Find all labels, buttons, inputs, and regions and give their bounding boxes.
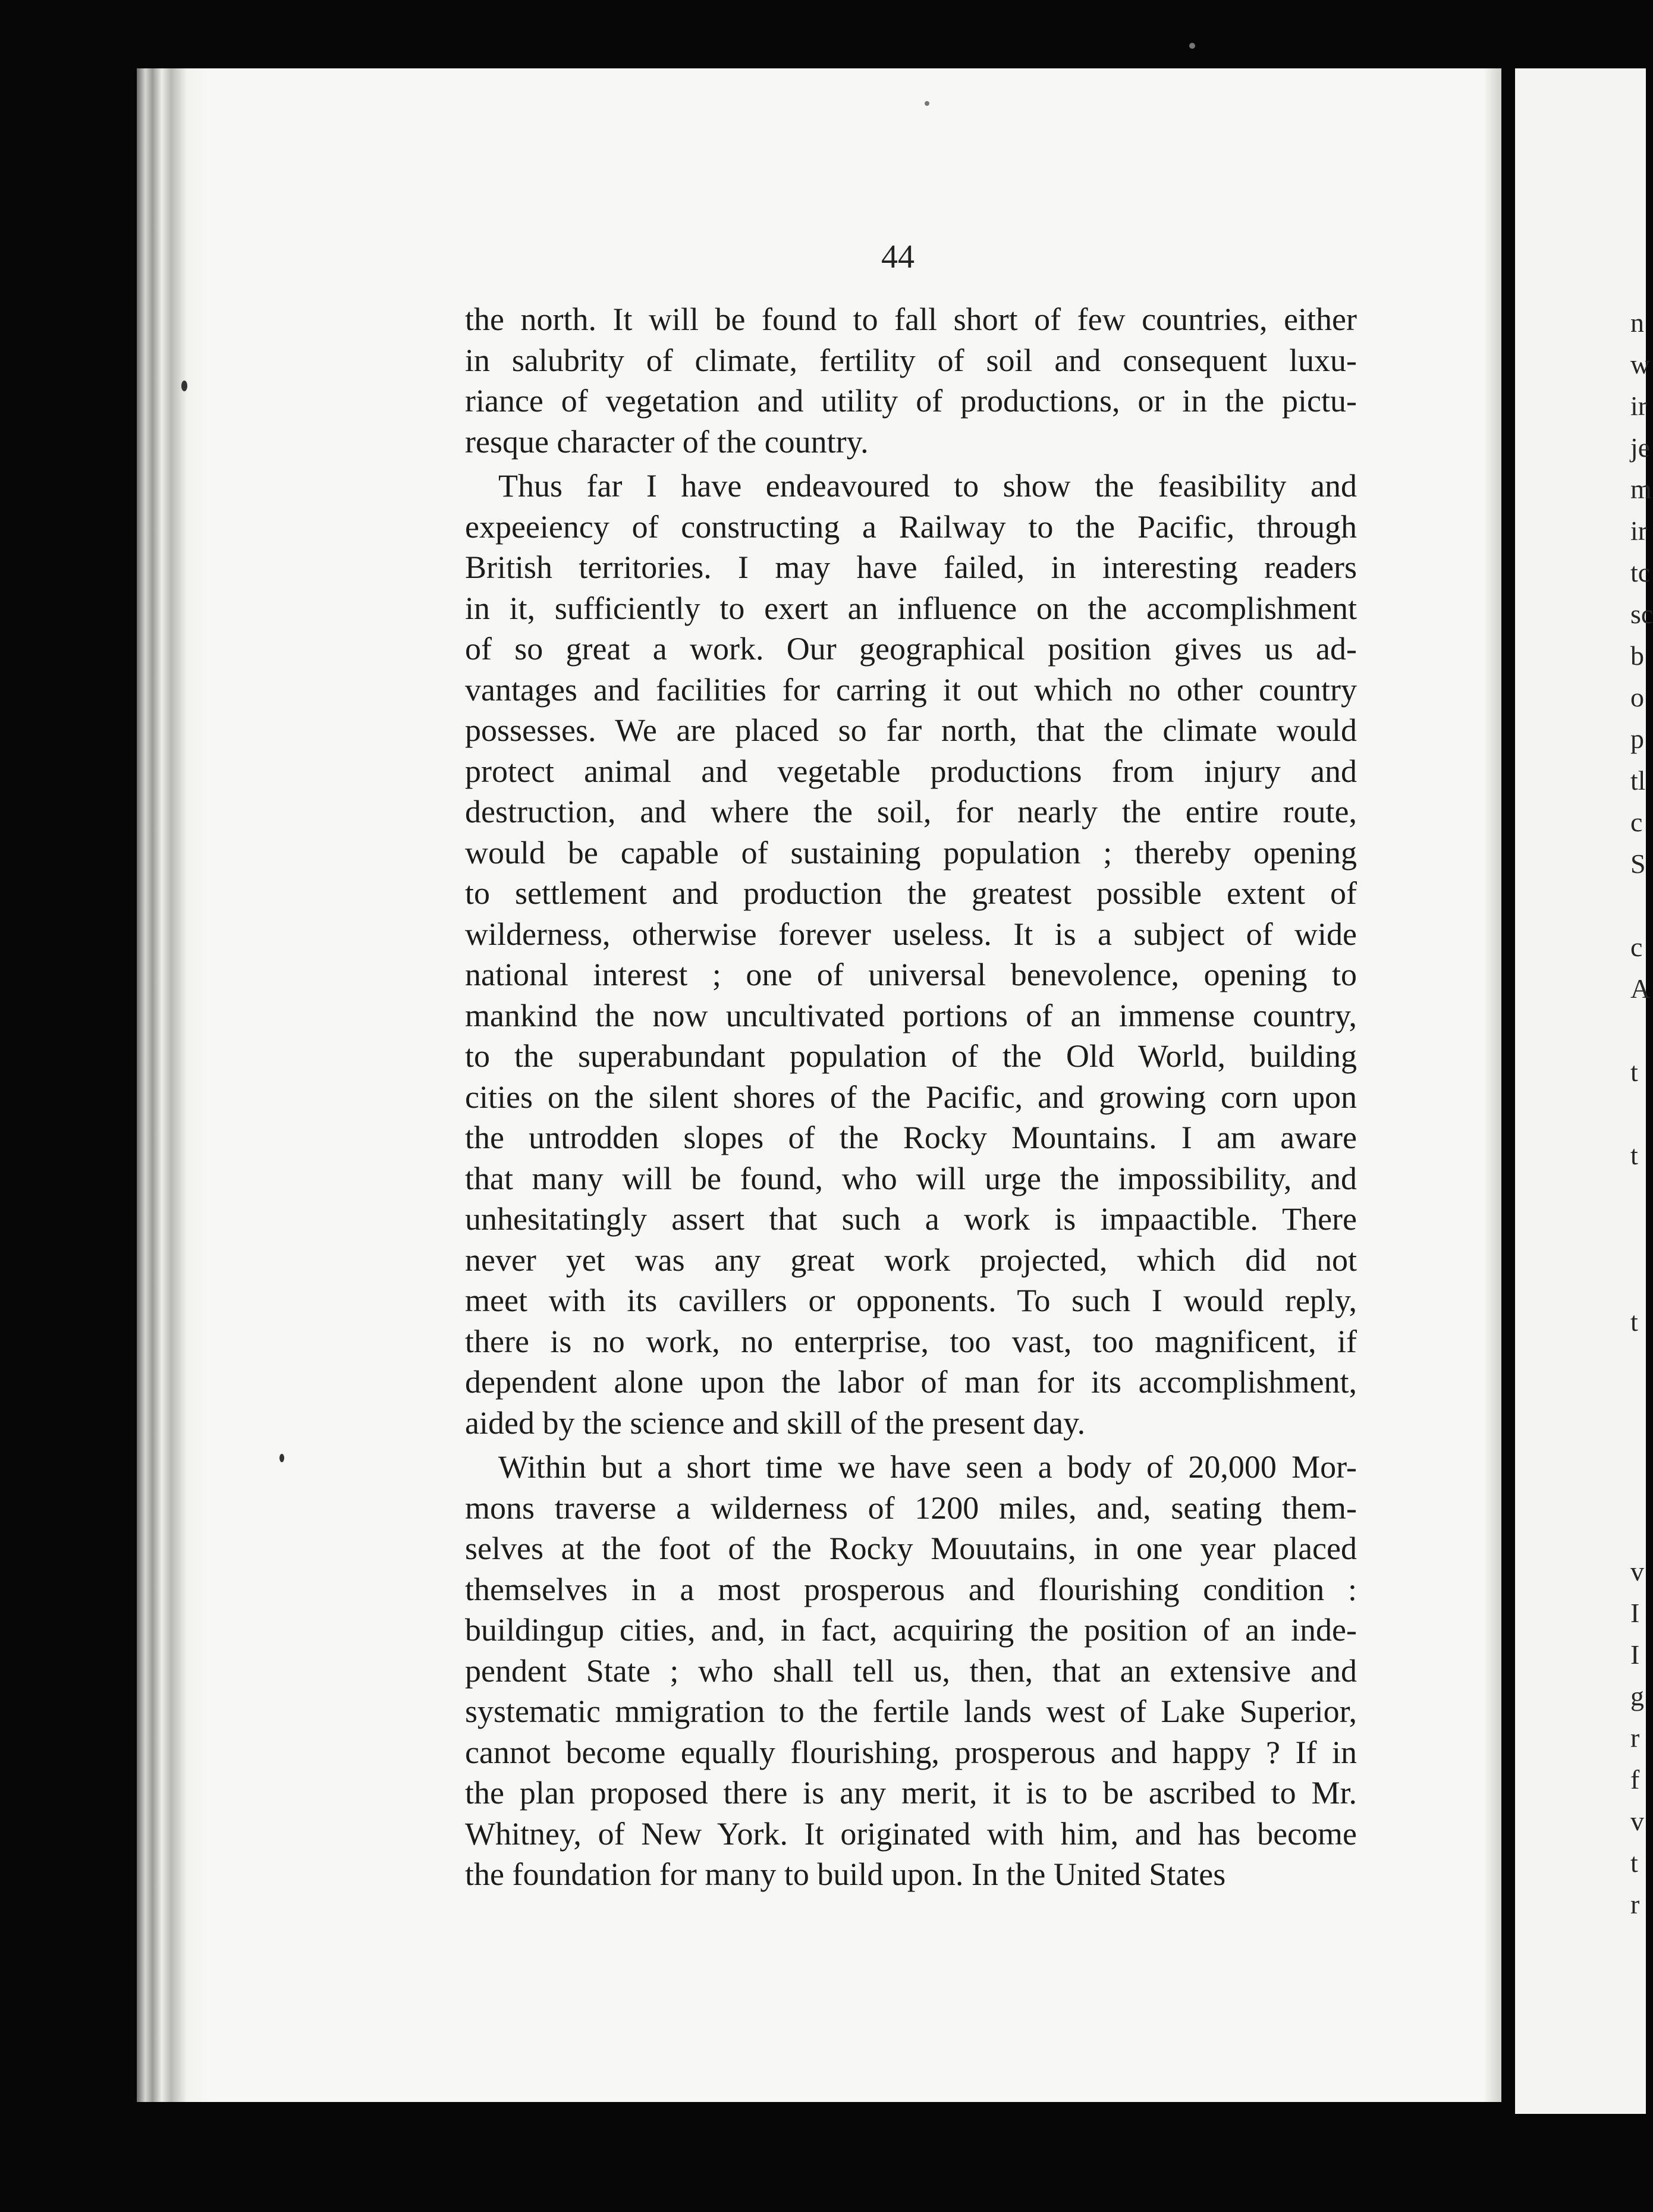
text-line: resque character of the country. bbox=[465, 423, 869, 460]
text-line: mons traverse a wilderness of 1200 miles, and, seating them- bbox=[465, 1490, 1357, 1526]
text-line: riance of vegetation and utility of productions, or in the pictu- bbox=[465, 383, 1357, 419]
margin-speck bbox=[279, 1454, 284, 1462]
text-line: meet with its cavillers or opponents. To such I would reply, bbox=[465, 1283, 1357, 1318]
facing-page-fragment: w bbox=[1630, 349, 1651, 379]
facing-page-fragment: t bbox=[1630, 1306, 1638, 1337]
facing-page-fragment: p bbox=[1630, 724, 1644, 754]
text-line: pendent State ; who shall tell us, then, that an extensive and bbox=[465, 1652, 1357, 1689]
facing-page-fragment: ir bbox=[1630, 516, 1648, 546]
paragraph bbox=[465, 466, 1357, 1443]
text-line: would be capable of sustaining population ; thereby opening bbox=[465, 834, 1357, 871]
text-line: wilderness, otherwise forever useless. It is a subject of wide bbox=[465, 916, 1357, 952]
facing-page-fragment: S bbox=[1630, 849, 1646, 879]
facing-page-fragment: r bbox=[1630, 1889, 1640, 1919]
text-line: buildingup cities, and, in fact, acquiring the position of an inde- bbox=[465, 1612, 1357, 1648]
facing-page-fragment: v bbox=[1630, 1556, 1644, 1586]
text-line: Thus far I have endeavoured to show the feasibility and bbox=[498, 468, 1357, 504]
facing-page-edge bbox=[1515, 68, 1646, 2114]
facing-page-fragment: ir bbox=[1630, 391, 1648, 421]
text-line: expeeiency of constructing a Railway to the Pacific, through bbox=[465, 508, 1357, 545]
facing-page-fragment: A bbox=[1630, 973, 1651, 1004]
text-line: destruction, and where the soil, for nearly the entire route, bbox=[465, 794, 1357, 830]
text-line: vantages and facilities for carring it out which no other country bbox=[465, 671, 1357, 708]
text-line: to the superabundant population of the Old World, building bbox=[465, 1038, 1357, 1074]
margin-speck bbox=[181, 381, 187, 391]
margin-speck bbox=[1189, 43, 1195, 49]
facing-page-fragment: v bbox=[1630, 1806, 1644, 1836]
text-line: possesses. We are placed so far north, that the climate would bbox=[465, 712, 1357, 748]
facing-page-fragment: b bbox=[1630, 640, 1644, 671]
text-line: to settlement and production the greatest possible extent of bbox=[465, 875, 1357, 911]
paragraph bbox=[465, 1447, 1357, 1895]
facing-page-fragment: g bbox=[1630, 1681, 1644, 1711]
text-line: in it, sufficiently to exert an influence on the accomplishment bbox=[465, 590, 1357, 626]
text-line: of so great a work. Our geographical position gives us ad- bbox=[465, 631, 1357, 667]
margin-speck bbox=[925, 101, 929, 106]
facing-page-fragment: t bbox=[1630, 1057, 1638, 1087]
text-line: protect animal and vegetable productions from injury and bbox=[465, 753, 1357, 789]
facing-page-fragment: t bbox=[1630, 1847, 1638, 1878]
page-body-text bbox=[465, 299, 1357, 1895]
text-line: never yet was any great work projected, which did not bbox=[465, 1242, 1357, 1278]
text-line: there is no work, no enterprise, too vast, too magnificent, if bbox=[465, 1323, 1357, 1359]
text-line: aided by the science and skill of the present day. bbox=[465, 1405, 1086, 1441]
text-line: the untrodden slopes of the Rocky Mountains. I am aware bbox=[465, 1120, 1357, 1155]
text-line: mankind the now uncultivated portions of an immense country, bbox=[465, 997, 1357, 1033]
facing-page-fragment: sc bbox=[1630, 599, 1653, 629]
text-line: dependent alone upon the labor of man for its accomplishment, bbox=[465, 1364, 1357, 1400]
text-line: the plan proposed there is any merit, it is to be ascribed to Mr. bbox=[465, 1775, 1357, 1811]
text-line: Whitney, of New York. It originated with him, and has become bbox=[465, 1815, 1357, 1852]
facing-page-fragment: t bbox=[1630, 1140, 1638, 1170]
facing-page-fragment: o bbox=[1630, 682, 1644, 712]
facing-page-fragment: r bbox=[1630, 1723, 1640, 1753]
page-fold-shadow bbox=[1484, 68, 1501, 2102]
facing-page-fragment: c bbox=[1630, 807, 1643, 837]
text-line: the north. It will be found to fall short of few countries, either bbox=[465, 301, 1357, 337]
text-line: cannot become equally flourishing, prosperous and happy ? If in bbox=[465, 1734, 1357, 1770]
facing-page-fragment: I bbox=[1630, 1639, 1640, 1670]
facing-page-fragment: tl bbox=[1630, 765, 1646, 796]
text-line: cities on the silent shores of the Pacific, and growing corn upon bbox=[465, 1079, 1357, 1115]
text-line: national interest ; one of universal benevolence, opening to bbox=[465, 957, 1357, 992]
text-line: Within but a short time we have seen a body of 20,000 Mor- bbox=[498, 1449, 1357, 1485]
text-line: that many will be found, who will urge the impossibility, and bbox=[465, 1160, 1357, 1196]
text-line: British territories. I may have failed, in interesting readers bbox=[465, 549, 1357, 585]
text-line: the foundation for many to build upon. In the United States bbox=[465, 1856, 1226, 1892]
facing-page-fragment: f bbox=[1630, 1764, 1640, 1795]
text-line: in salubrity of climate, fertility of soil and consequent luxu- bbox=[465, 342, 1357, 378]
text-line: systematic mmigration to the fertile lands west of Lake Superior, bbox=[465, 1693, 1357, 1729]
paragraph bbox=[465, 299, 1357, 462]
gutter-binding bbox=[137, 68, 208, 2102]
facing-page-fragment: m bbox=[1630, 474, 1652, 504]
facing-page-fragment: n bbox=[1630, 307, 1644, 338]
page-number: 44 bbox=[881, 238, 915, 275]
facing-page-fragment: tc bbox=[1630, 557, 1651, 587]
facing-page-fragment: I bbox=[1630, 1598, 1640, 1628]
facing-page-fragment: je bbox=[1630, 432, 1651, 463]
text-line: unhesitatingly assert that such a work is impaactible. There bbox=[465, 1201, 1357, 1237]
text-line: selves at the foot of the Rocky Mouutains, in one year placed bbox=[465, 1531, 1357, 1566]
text-line: themselves in a most prosperous and flourishing condition : bbox=[465, 1571, 1357, 1607]
facing-page-fragment: c bbox=[1630, 932, 1643, 962]
